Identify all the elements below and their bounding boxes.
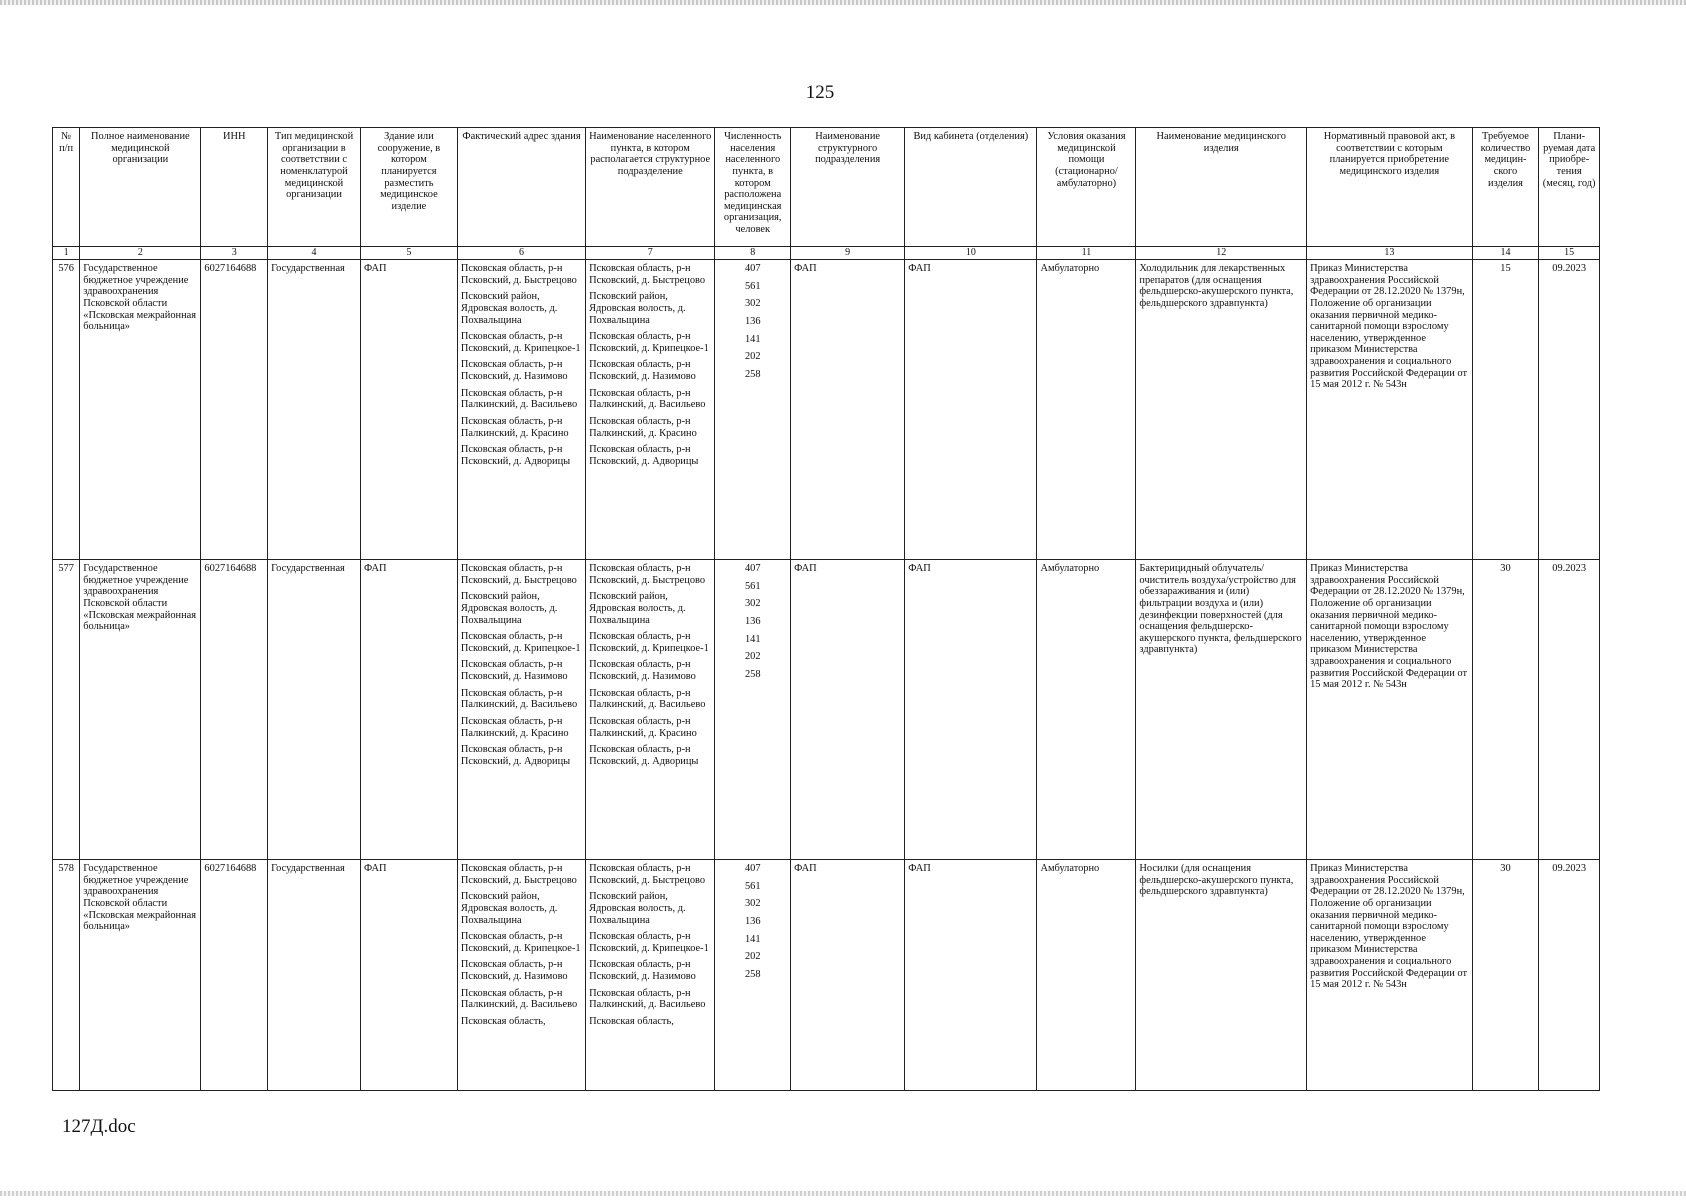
column-number: 3	[201, 247, 268, 260]
column-number-row	[53, 247, 1600, 260]
register-table	[52, 127, 1600, 1091]
address: Псковская область, р-н Псковский, д. Крипецкое-1	[460, 631, 581, 654]
population-cell	[715, 260, 791, 560]
address: Псковская область, р-н Палкинский, д. Васильево	[460, 387, 578, 411]
settlement: Псковская область, р-н Палкинский, д. Васильево	[589, 687, 706, 711]
care-conditions: Амбулаторно	[1037, 860, 1136, 1091]
building: ФАП	[360, 560, 457, 860]
legal-act: Приказ Министерства здравоохранения Российской Федерации от 28.12.2020 № 1379н, Положение об организации оказания первичной медико-санитарной помощи взрослому населению, утвержденное приказом Министерства здравоохранения и социального развития Российской Федерации от 15 мая 2012 г. № 543н	[1307, 860, 1473, 1091]
address: Псковская область, р-н Палкинский, д. Красино	[460, 716, 569, 739]
settlement: Псковская область, р-н Палкинский, д. Красино	[589, 716, 697, 739]
population-value: 136	[744, 615, 761, 627]
inn: 6027164688	[201, 260, 268, 560]
row-number: 576	[53, 260, 80, 560]
settlement: Псковская область,	[589, 1016, 674, 1028]
settlement: Псковская область, р-н Псковский, д. Быстрецово	[589, 263, 706, 286]
device-name: Носилки (для оснащения фельдшерско-акушерского пункта, фельдшерского здравпункта)	[1136, 860, 1307, 1091]
column-number: 9	[791, 247, 905, 260]
population-value: 561	[744, 880, 761, 892]
population-value: 407	[744, 863, 761, 874]
structural-unit: ФАП	[791, 260, 905, 560]
header-cell: Фактический адрес здания	[457, 128, 585, 247]
address-cell	[457, 260, 585, 560]
address: Псковская область, р-н Псковский, д. Адворицы	[460, 744, 571, 767]
population-value: 407	[744, 563, 761, 574]
building: ФАП	[360, 860, 457, 1091]
address: Псковская область, р-н Псковский, д. Крипецкое-1	[460, 931, 581, 954]
settlement: Псковский район, Ядровская волость, д. Похвальщина	[589, 891, 686, 926]
settlement: Псковский район, Ядровская волость, д. Похвальщина	[589, 591, 686, 626]
header-cell: Требуемое количество медицин-ского изделия	[1472, 128, 1539, 247]
address: Псковская область, р-н Псковский, д. Назимово	[460, 659, 568, 683]
settlement: Псковская область, р-н Палкинский, д. Васильево	[589, 387, 706, 411]
scan-edge-bottom	[0, 1191, 1686, 1196]
column-number: 8	[715, 247, 791, 260]
address: Псковская область, р-н Псковский, д. Крипецкое-1	[460, 331, 581, 354]
header-cell: Условия оказания медицинской помощи (стационарно/ амбулаторно)	[1037, 128, 1136, 247]
row-number: 577	[53, 560, 80, 860]
population-value: 302	[744, 598, 761, 610]
population-value: 202	[744, 951, 761, 963]
column-number: 10	[905, 247, 1037, 260]
settlement: Псковская область, р-н Псковский, д. Крипецкое-1	[589, 331, 709, 354]
address: Псковская область, р-н Палкинский, д. Красино	[460, 416, 569, 439]
header-cell: Наименование структурного подразделения	[791, 128, 905, 247]
population-value: 561	[744, 580, 761, 592]
header-cell: Плани-руемая дата приобре-тения (месяц, год)	[1539, 128, 1600, 247]
inn: 6027164688	[201, 860, 268, 1091]
header-cell: Численность населения населенного пункта, в котором расположена медицинская организация, человек	[715, 128, 791, 247]
building: ФАП	[360, 260, 457, 560]
address: Псковская область, р-н Палкинский, д. Васильево	[460, 987, 578, 1011]
device-name: Холодильник для лекарственных препаратов (для оснащения фельдшерско-акушерского пункта, фельдшерского здравпункта)	[1136, 260, 1307, 560]
structural-unit: ФАП	[791, 560, 905, 860]
org-name: Государственное бюджетное учреждение здравоохранения Псковской области «Псковская межрайонная больница»	[80, 860, 201, 1091]
planned-date: 09.2023	[1539, 260, 1600, 560]
population-value: 258	[744, 368, 761, 380]
cabinet-type: ФАП	[905, 860, 1037, 1091]
population-value: 141	[744, 333, 761, 345]
population-cell	[715, 860, 791, 1091]
address: Псковская область,	[460, 1016, 546, 1028]
inn: 6027164688	[201, 560, 268, 860]
settlement: Псковская область, р-н Псковский, д. Назимово	[589, 959, 696, 983]
structural-unit: ФАП	[791, 860, 905, 1091]
column-number: 7	[586, 247, 715, 260]
population-value: 136	[744, 315, 761, 327]
population-value: 258	[744, 668, 761, 680]
scan-edge-top	[0, 0, 1686, 5]
population-value: 141	[744, 933, 761, 945]
column-number: 13	[1307, 247, 1473, 260]
address: Псковская область, р-н Псковский, д. Быстрецово	[460, 263, 577, 286]
settlement-cell	[586, 260, 715, 560]
population-value: 202	[744, 351, 761, 363]
settlement: Псковская область, р-н Палкинский, д. Васильево	[589, 987, 706, 1011]
quantity: 30	[1472, 860, 1539, 1091]
settlement-cell	[586, 560, 715, 860]
address: Псковская область, р-н Псковский, д. Быстрецово	[460, 863, 577, 886]
header-cell: Наименование населенного пункта, в котором располагается структурное подразделение	[586, 128, 715, 247]
population-value: 561	[744, 280, 761, 292]
planned-date: 09.2023	[1539, 860, 1600, 1091]
org-name: Государственное бюджетное учреждение здравоохранения Псковской области «Псковская межрайонная больница»	[80, 260, 201, 560]
address: Псковский район, Ядровская волость, д. Похвальщина	[460, 891, 558, 926]
settlement: Псковская область, р-н Псковский, д. Крипецкое-1	[589, 631, 709, 654]
column-number: 15	[1539, 247, 1600, 260]
table-row	[53, 260, 1600, 560]
org-type: Государственная	[268, 260, 361, 560]
address-cell	[457, 560, 585, 860]
quantity: 30	[1472, 560, 1539, 860]
document-filename: 127Д.doc	[62, 1116, 136, 1137]
device-name: Бактерицидный облучатель/очиститель воздуха/устройство для обеззараживания и (или) фильтрации воздуха и (или) дезинфекции поверхностей (для оснащения фельдшерско-акушерского пункта, фельдшерского здравпункта)	[1136, 560, 1307, 860]
legal-act: Приказ Министерства здравоохранения Российской Федерации от 28.12.2020 № 1379н, Положение об организации оказания первичной медико-санитарной помощи взрослому населению, утвержденное приказом Министерства здравоохранения и социального развития Российской Федерации от 15 мая 2012 г. № 543н	[1307, 560, 1473, 860]
column-number: 12	[1136, 247, 1307, 260]
column-number: 2	[80, 247, 201, 260]
settlement: Псковская область, р-н Псковский, д. Крипецкое-1	[589, 931, 709, 954]
column-number: 4	[268, 247, 361, 260]
population-value: 136	[744, 915, 761, 927]
header-cell: Здание или сооружение, в котором планируется разместить медицинское изделие	[360, 128, 457, 247]
column-number: 5	[360, 247, 457, 260]
row-number: 578	[53, 860, 80, 1091]
address: Псковская область, р-н Псковский, д. Назимово	[460, 959, 568, 983]
population-cell	[715, 560, 791, 860]
legal-act: Приказ Министерства здравоохранения Российской Федерации от 28.12.2020 № 1379н, Положение об организации оказания первичной медико-санитарной помощи взрослому населению, утвержденное приказом Министерства здравоохранения и социального развития Российской Федерации от 15 мая 2012 г. № 543н	[1307, 260, 1473, 560]
settlement-cell	[586, 860, 715, 1091]
settlement: Псковская область, р-н Псковский, д. Адворицы	[589, 744, 699, 767]
column-number: 11	[1037, 247, 1136, 260]
column-number: 14	[1472, 247, 1539, 260]
cabinet-type: ФАП	[905, 260, 1037, 560]
table-row	[53, 860, 1600, 1091]
address: Псковская область, р-н Псковский, д. Назимово	[460, 359, 568, 383]
settlement: Псковская область, р-н Псковский, д. Адворицы	[589, 444, 699, 467]
population-value: 302	[744, 298, 761, 310]
org-type: Государственная	[268, 560, 361, 860]
header-cell: Вид кабинета (отделения)	[905, 128, 1037, 247]
org-name: Государственное бюджетное учреждение здравоохранения Псковской области «Псковская межрайонная больница»	[80, 560, 201, 860]
header-cell: Полное наименование медицинской организации	[80, 128, 201, 247]
page-number: 125	[805, 82, 835, 103]
table-row	[53, 560, 1600, 860]
population-value: 407	[744, 263, 761, 274]
population-value: 141	[744, 633, 761, 645]
population-value: 302	[744, 898, 761, 910]
settlement: Псковский район, Ядровская волость, д. Похвальщина	[589, 291, 686, 326]
header-cell: № п/п	[53, 128, 80, 247]
address: Псковская область, р-н Псковский, д. Адворицы	[460, 444, 571, 467]
header-cell: Тип медицинской организации в соответствии с номенклатурой медицинской организации	[268, 128, 361, 247]
address-cell	[457, 860, 585, 1091]
address: Псковский район, Ядровская волость, д. Похвальщина	[460, 291, 558, 326]
settlement: Псковская область, р-н Палкинский, д. Красино	[589, 416, 697, 439]
care-conditions: Амбулаторно	[1037, 560, 1136, 860]
header-cell: Наименование медицинского изделия	[1136, 128, 1307, 247]
population-value: 202	[744, 651, 761, 663]
settlement: Псковская область, р-н Псковский, д. Назимово	[589, 359, 696, 383]
quantity: 15	[1472, 260, 1539, 560]
org-type: Государственная	[268, 860, 361, 1091]
header-cell: Нормативный правовой акт, в соответствии с которым планируется приобретение медицинского изделия	[1307, 128, 1473, 247]
planned-date: 09.2023	[1539, 560, 1600, 860]
column-number: 1	[53, 247, 80, 260]
care-conditions: Амбулаторно	[1037, 260, 1136, 560]
cabinet-type: ФАП	[905, 560, 1037, 860]
settlement: Псковская область, р-н Псковский, д. Быстрецово	[589, 563, 706, 586]
population-value: 258	[744, 968, 761, 980]
address: Псковский район, Ядровская волость, д. Похвальщина	[460, 591, 558, 626]
header-cell: ИНН	[201, 128, 268, 247]
address: Псковская область, р-н Палкинский, д. Васильево	[460, 687, 578, 711]
address: Псковская область, р-н Псковский, д. Быстрецово	[460, 563, 577, 586]
column-number: 6	[457, 247, 585, 260]
header-row	[53, 128, 1600, 247]
settlement: Псковская область, р-н Псковский, д. Назимово	[589, 659, 696, 683]
settlement: Псковская область, р-н Псковский, д. Быстрецово	[589, 863, 706, 886]
